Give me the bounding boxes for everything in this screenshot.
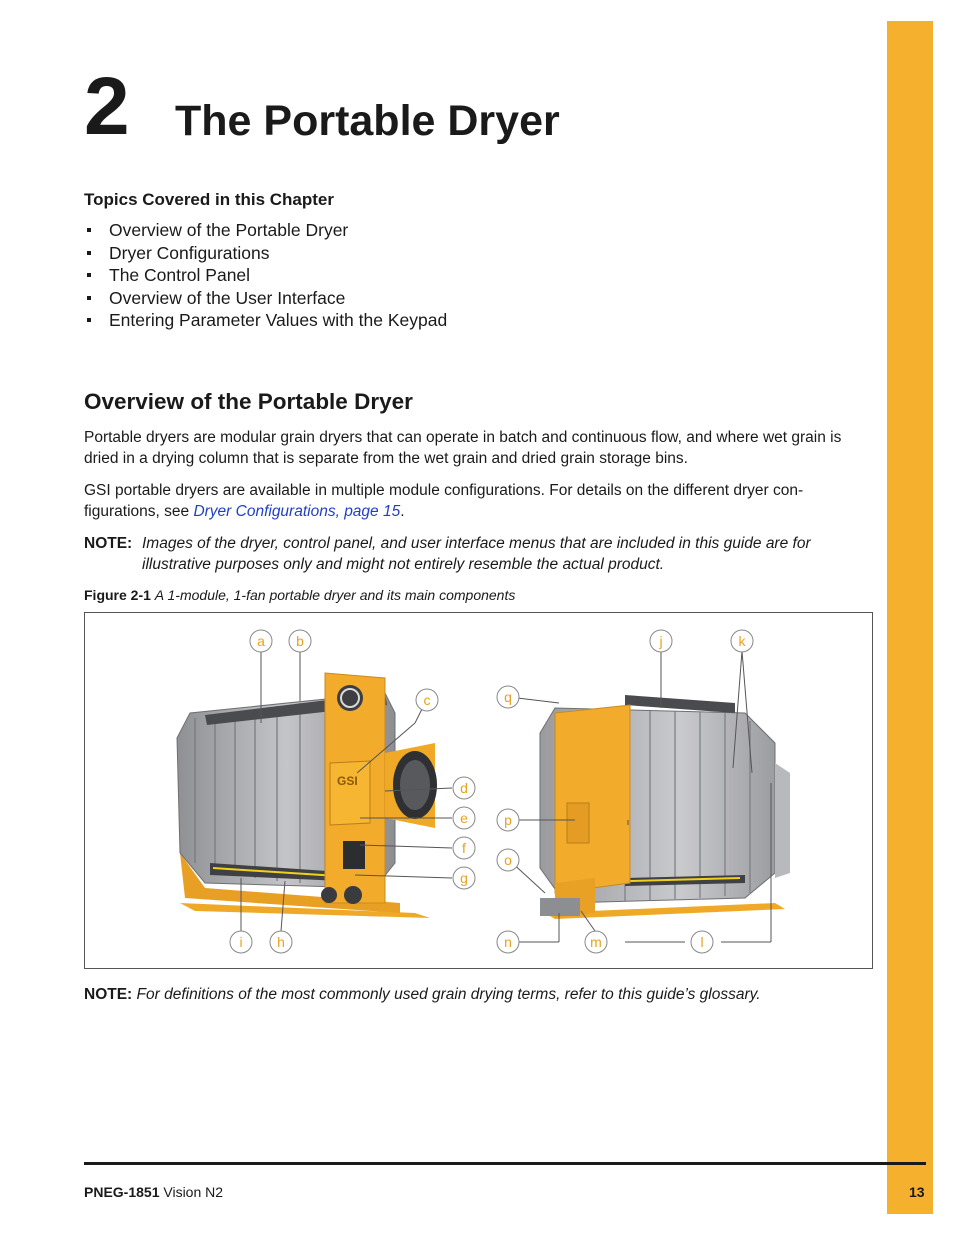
callout-f <box>453 837 475 859</box>
callout-i <box>230 931 252 953</box>
topics-list <box>84 219 447 332</box>
note-text: Images of the dryer, control panel, and user interface menus that are included in this guide are for illustrative purposes only and might not entirely resemble the actual product. <box>142 535 811 573</box>
callout-o <box>497 849 519 871</box>
chapter-number: 2 <box>84 61 130 152</box>
page-number: 13 <box>909 1184 925 1200</box>
note-label: NOTE: <box>84 535 133 552</box>
callout-n <box>497 931 519 953</box>
figure-caption <box>84 587 515 603</box>
svg-text:b: b <box>296 633 304 649</box>
note-glossary <box>84 986 761 1004</box>
svg-text:q: q <box>504 689 512 705</box>
topic-item[interactable]: Overview of the Portable Dryer <box>84 219 447 242</box>
svg-text:h: h <box>277 934 285 950</box>
svg-text:d: d <box>460 780 468 796</box>
note-text: For definitions of the most commonly used grain drying terms, refer to this guide’s glossary. <box>136 986 761 1003</box>
topic-item[interactable]: The Control Panel <box>84 264 447 287</box>
callout-l <box>691 931 713 953</box>
gsi-logo: GSI <box>337 774 358 788</box>
callout-c <box>416 689 438 711</box>
overview-paragraph: Portable dryers are modular grain dryers that can operate in batch and continuous flow, and where wet grain is dried in a drying column that is separate from the wet grain and dried grain storage bins. <box>84 429 842 467</box>
dryer-configurations-link[interactable]: Dryer Configurations, page 15 <box>193 502 401 520</box>
callout-p <box>497 809 519 831</box>
paragraph-text: GSI portable dryers are available in multiple module configurations. For details on the different dryer con-figurations, see <box>84 482 804 520</box>
callout-q <box>497 686 519 708</box>
section-heading: Overview of the Portable Dryer <box>84 389 413 414</box>
callout-j <box>650 630 672 652</box>
figure-label: Figure 2-1 <box>84 587 151 603</box>
svg-text:a: a <box>257 633 265 649</box>
topic-item[interactable]: Overview of the User Interface <box>84 287 447 310</box>
svg-text:p: p <box>504 812 512 828</box>
callout-e <box>453 807 475 829</box>
dryer-left-view <box>177 673 437 918</box>
footer-product: Vision N2 <box>163 1184 224 1200</box>
footer-doc-id: PNEG-1851 <box>84 1184 160 1200</box>
svg-text:k: k <box>738 633 746 649</box>
callout-h <box>270 931 292 953</box>
dryer-illustration <box>85 613 874 970</box>
svg-text:l: l <box>700 934 704 950</box>
paragraph-end: . <box>400 502 405 520</box>
svg-text:c: c <box>423 692 431 708</box>
svg-text:n: n <box>504 934 512 950</box>
callout-m <box>585 931 607 953</box>
configurations-paragraph <box>84 481 874 522</box>
footer-doc-info <box>84 1184 223 1200</box>
chapter-side-tab <box>887 21 933 1214</box>
callout-b <box>289 630 311 652</box>
topic-item[interactable]: Entering Parameter Values with the Keypad <box>84 309 447 332</box>
chapter-title: The Portable Dryer <box>175 97 560 145</box>
dryer-right-view <box>540 695 790 919</box>
figure-caption-text: A 1-module, 1-fan portable dryer and its main components <box>154 587 516 603</box>
callout-g <box>453 867 475 889</box>
callout-k <box>731 630 753 652</box>
svg-text:i: i <box>239 934 243 950</box>
callout-d <box>453 777 475 799</box>
note-label: NOTE: <box>84 986 133 1003</box>
svg-text:o: o <box>504 852 512 868</box>
topic-item[interactable]: Dryer Configurations <box>84 242 447 265</box>
svg-text:m: m <box>590 934 602 950</box>
svg-text:f: f <box>462 840 466 856</box>
callout-a <box>250 630 272 652</box>
svg-text:g: g <box>460 870 468 886</box>
topics-heading: Topics Covered in this Chapter <box>84 190 335 209</box>
figure-frame <box>84 612 873 969</box>
footer-rule <box>84 1162 926 1165</box>
svg-text:e: e <box>460 810 468 826</box>
svg-text:j: j <box>659 633 663 649</box>
note-illustrative <box>84 534 874 573</box>
